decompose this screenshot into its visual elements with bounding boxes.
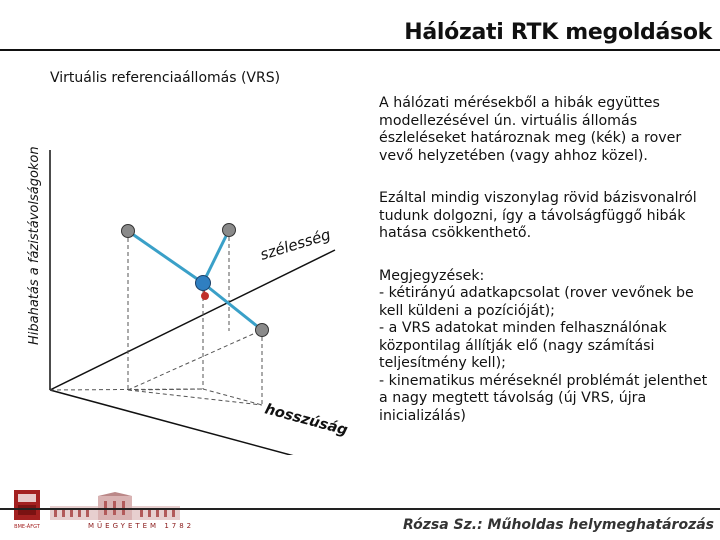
rover-point xyxy=(201,292,209,300)
footer-divider xyxy=(0,508,720,510)
note-item: - kinematikus méréseknél problémát jelenthet a nagy megtett távolság (új VRS, újra inicializálás) xyxy=(379,372,708,424)
projection-lines xyxy=(50,230,262,405)
university-logo xyxy=(10,488,44,532)
page-subtitle: Virtuális referenciaállomás (VRS) xyxy=(50,70,281,86)
paragraph-vrs: A hálózati mérésekből a hibák együttes modellezésével ún. virtuális állomás észleléseket határoznak meg (kék) a rover vevő helyzetében (vagy ahhoz közel). xyxy=(379,95,682,164)
reference-station-3 xyxy=(256,324,269,337)
page-title: Hálózati RTK megoldások xyxy=(404,20,712,45)
y-axis-label: Hibahatás a fázistávolságokon xyxy=(27,146,42,345)
notes-heading: Megjegyzések: xyxy=(379,267,485,284)
notes-block xyxy=(379,268,709,426)
note-item: - a VRS adatokat minden felhasználónak központilag állítják elő (nagy számítási teljesítmény kell); xyxy=(379,320,667,371)
note-item: - kétirányú adatkapcsolat (rover vevőnek be kell küldeni a pozícióját); xyxy=(379,285,694,319)
footer-author: Rózsa Sz.: Műholdas helymeghatározás xyxy=(403,517,714,533)
vrs-diagram xyxy=(0,95,370,455)
width-axis xyxy=(50,250,335,390)
svg-text:BME-ÁFGT: BME-ÁFGT xyxy=(14,524,40,530)
title-divider xyxy=(0,49,720,51)
description-column xyxy=(379,95,709,425)
length-axis-label: hosszúság xyxy=(262,401,350,439)
university-name: MŰEGYETEM 1782 xyxy=(88,522,195,530)
reference-station-1 xyxy=(122,225,135,238)
reference-station-2 xyxy=(223,224,236,237)
vrs-links xyxy=(128,230,262,330)
paragraph-baseline: Ezáltal mindig viszonylag rövid bázisvonalról tudunk dolgozni, így a távolságfüggő hibák hatása csökkenthető. xyxy=(379,190,697,241)
width-axis-label: szélesség xyxy=(257,225,333,264)
virtual-station xyxy=(196,276,211,291)
